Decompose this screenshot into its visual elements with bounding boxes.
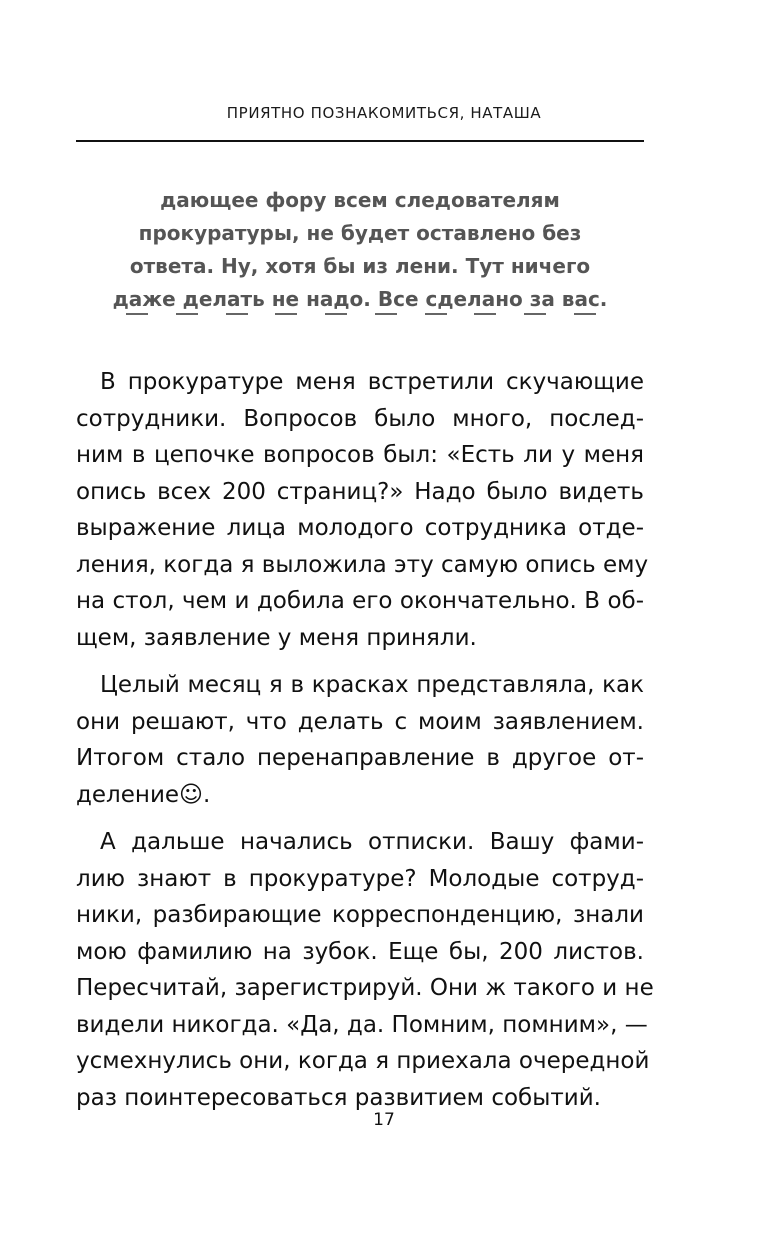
separator-dash (375, 313, 397, 315)
text-line: ним в цепочке вопросов был: «Есть ли у меня (76, 442, 644, 468)
paragraph (76, 824, 654, 1116)
text-line: деление☺. (76, 781, 211, 808)
separator-dash (126, 313, 148, 315)
pull-quote-line: прокуратуры, не будет оставлено без (138, 221, 582, 245)
text-line: В прокуратуре меня встретили скучающие (100, 369, 644, 395)
paragraph (76, 667, 644, 813)
page-number: 17 (373, 1110, 395, 1130)
pull-quote-line: даже делать не надо. Все сделано за вас. (112, 287, 608, 311)
text-line: щем, заявление у меня приняли. (76, 624, 477, 651)
text-line: Целый месяц я в красках представляла, как (100, 672, 644, 698)
text-line: опись всех 200 страниц?» Надо было видеть (76, 478, 644, 505)
text-line: раз поинтересоваться развитием событий. (76, 1084, 601, 1111)
text-line: на стол, чем и добила его окончательно. В об- (76, 588, 644, 614)
separator-dash (524, 313, 546, 315)
text-line: Пересчитай, зарегистрируй. Они ж такого и не (76, 975, 654, 1001)
pull-quote (76, 184, 644, 316)
dashed-separator (126, 313, 596, 315)
text-line: Итогом стало перенаправление в другое от- (76, 745, 644, 771)
pull-quote-line: дающее фору всем следователям (160, 188, 560, 212)
separator-dash (325, 313, 347, 315)
separator-dash (474, 313, 496, 315)
pull-quote-line: ответа. Ну, хотя бы из лени. Тут ничего (129, 254, 591, 278)
text-line: лию знают в прокуратуре? Молодые сотруд- (76, 865, 644, 892)
text-line: усмехнулись они, когда я приехала очередной (76, 1048, 650, 1074)
text-line: они решают, что делать с моим заявлением. (76, 708, 644, 735)
running-head: ПРИЯТНО ПОЗНАКОМИТЬСЯ, НАТАША (226, 104, 542, 122)
body-text (76, 364, 654, 1127)
separator-dash (574, 313, 596, 315)
separator-dash (425, 313, 447, 315)
separator-dash (275, 313, 297, 315)
separator-dash (226, 313, 248, 315)
text-line: сотрудники. Вопросов было много, послед- (76, 405, 644, 432)
text-line: мою фамилию на зубок. Еще бы, 200 листов. (76, 938, 644, 965)
text-line: выражение лица молодого сотрудника отде- (76, 515, 644, 541)
text-line: ники, разбирающие корреспонденцию, знали (76, 902, 644, 928)
separator-dash (176, 313, 198, 315)
text-line: видели никогда. «Да, да. Помним, помним», — (76, 1011, 648, 1038)
text-line: ления, когда я выложила эту самую опись ему (76, 551, 649, 578)
header-rule (76, 140, 644, 142)
paragraph (76, 364, 649, 656)
text-line: А дальше начались отписки. Вашу фами- (100, 829, 644, 855)
